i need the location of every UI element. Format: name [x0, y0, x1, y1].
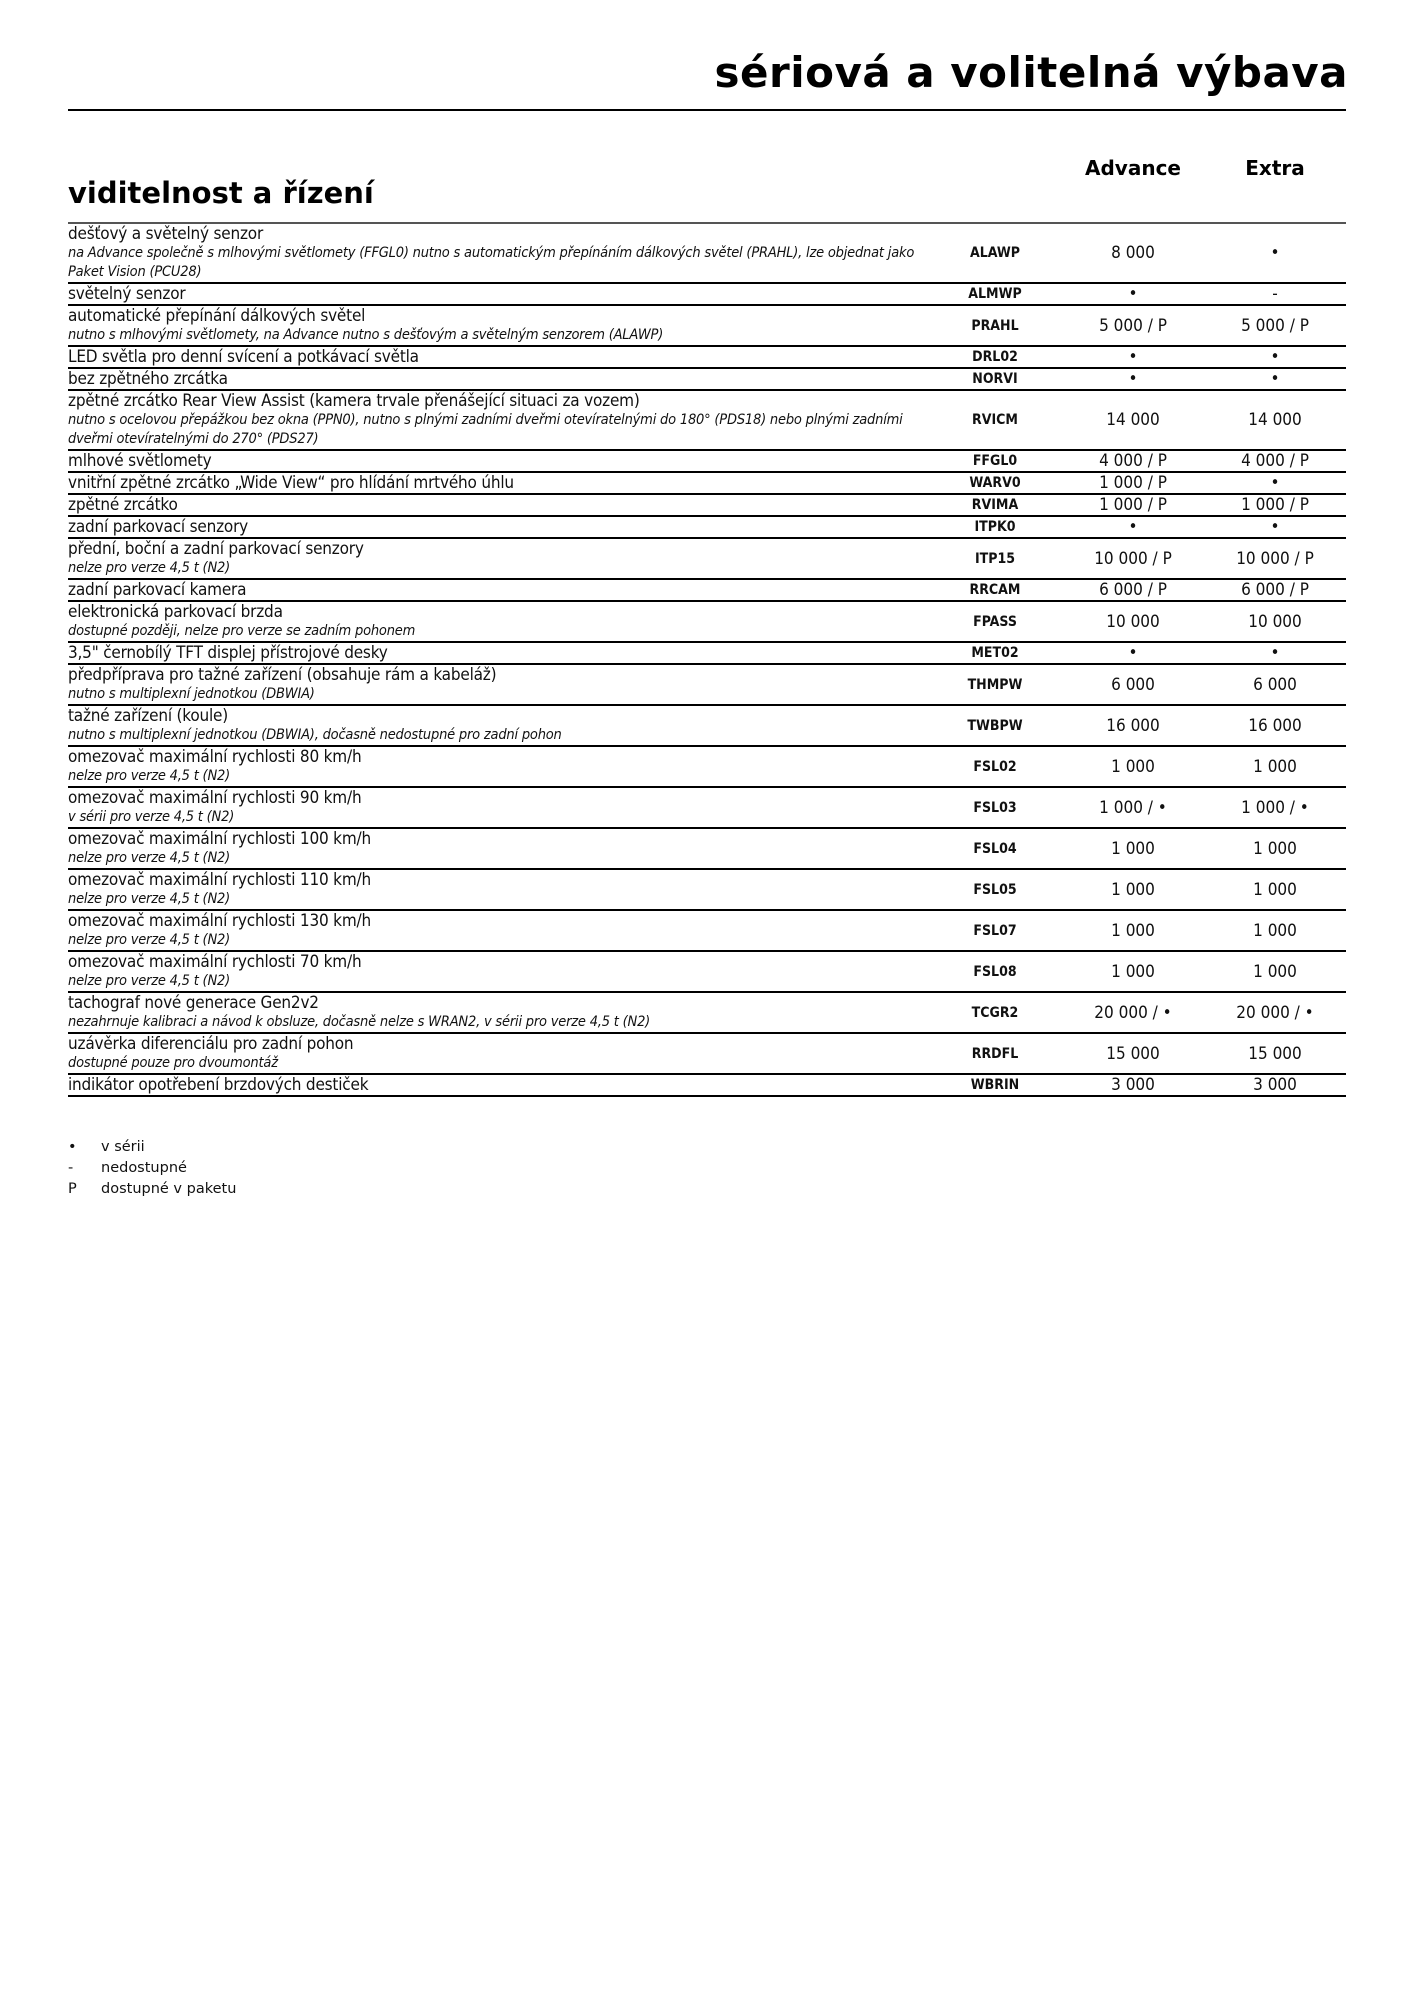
- advance-price: 1 000: [1062, 828, 1204, 869]
- option-code: FSL02: [928, 746, 1062, 787]
- equipment-name: předpříprava pro tažné zařízení (obsahuje rám a kabeláž): [68, 665, 497, 685]
- extra-price: •: [1204, 516, 1346, 538]
- option-code: ALMWP: [928, 283, 1062, 305]
- option-code: RRDFL: [928, 1033, 1062, 1074]
- equipment-name-cell: [68, 305, 928, 346]
- equipment-note: nelze pro verze 4,5 t (N2): [68, 768, 230, 784]
- advance-price: 1 000: [1062, 869, 1204, 910]
- advance-price: •: [1062, 368, 1204, 390]
- extra-price: 3 000: [1204, 1074, 1346, 1096]
- table-row: [68, 538, 1346, 579]
- equipment-name-cell: [68, 516, 928, 538]
- advance-price: 1 000 / P: [1062, 472, 1204, 494]
- option-code: FSL04: [928, 828, 1062, 869]
- legend-symbol: -: [68, 1160, 74, 1176]
- equipment-note: nelze pro verze 4,5 t (N2): [68, 973, 230, 989]
- table-row: [68, 305, 1346, 346]
- table-row: [68, 223, 1346, 283]
- equipment-name-cell: [68, 705, 928, 746]
- advance-price: 8 000: [1062, 223, 1204, 283]
- extra-price: •: [1204, 368, 1346, 390]
- table-row: [68, 579, 1346, 601]
- equipment-note: nutno s multiplexní jednotkou (DBWIA), dočasně nedostupné pro zadní pohon: [68, 727, 562, 743]
- equipment-name: omezovač maximální rychlosti 70 km/h: [68, 952, 362, 972]
- option-code: ALAWP: [928, 223, 1062, 283]
- option-code: RVIMA: [928, 494, 1062, 516]
- table-row: [68, 368, 1346, 390]
- equipment-name-cell: [68, 538, 928, 579]
- option-code: FSL05: [928, 869, 1062, 910]
- legend-text: dostupné v paketu: [101, 1181, 237, 1197]
- table-row: [68, 472, 1346, 494]
- table-row: [68, 450, 1346, 472]
- table-row: [68, 992, 1346, 1033]
- extra-price: 6 000: [1204, 664, 1346, 705]
- advance-price: •: [1062, 283, 1204, 305]
- option-code: FFGL0: [928, 450, 1062, 472]
- equipment-name-cell: [68, 642, 928, 664]
- extra-price: 16 000: [1204, 705, 1346, 746]
- advance-price: 1 000 / •: [1062, 787, 1204, 828]
- equipment-note: nutno s ocelovou přepážkou bez okna (PPN0), nutno s plnými zadními dveřmi otevíratelnými do 180° (PDS18) nebo plnými zadními dveřmi otevíratelnými do 270° (PDS27): [68, 412, 903, 447]
- advance-price: 10 000: [1062, 601, 1204, 642]
- equipment-note: nezahrnuje kalibraci a návod k obsluze, dočasně nelze s WRAN2, v sérii pro verze 4,5 t (N2): [68, 1014, 651, 1030]
- extra-price: 10 000: [1204, 601, 1346, 642]
- table-row: [68, 910, 1346, 951]
- legend-text: v sérii: [101, 1139, 145, 1155]
- legend-item: [68, 1179, 236, 1200]
- option-code: RVICM: [928, 390, 1062, 450]
- equipment-note: nelze pro verze 4,5 t (N2): [68, 560, 230, 576]
- equipment-name: omezovač maximální rychlosti 110 km/h: [68, 870, 371, 890]
- extra-price: 1 000: [1204, 828, 1346, 869]
- table-row: [68, 494, 1346, 516]
- column-header-extra: Extra: [1245, 156, 1305, 180]
- table-row: [68, 516, 1346, 538]
- equipment-name-cell: [68, 1074, 928, 1096]
- legend-item: [68, 1158, 236, 1179]
- equipment-name-cell: [68, 450, 928, 472]
- extra-price: •: [1204, 472, 1346, 494]
- advance-price: 6 000 / P: [1062, 579, 1204, 601]
- legend: [68, 1137, 236, 1200]
- extra-price: -: [1204, 283, 1346, 305]
- equipment-name-cell: [68, 746, 928, 787]
- title-divider: [68, 109, 1346, 111]
- equipment-name: světelný senzor: [68, 284, 186, 304]
- equipment-name: mlhové světlomety: [68, 451, 212, 471]
- equipment-name-cell: [68, 472, 928, 494]
- extra-price: 1 000: [1204, 869, 1346, 910]
- option-code: FSL03: [928, 787, 1062, 828]
- legend-symbol: P: [68, 1181, 77, 1197]
- advance-price: 16 000: [1062, 705, 1204, 746]
- advance-price: 15 000: [1062, 1033, 1204, 1074]
- equipment-name: LED světla pro denní svícení a potkávací světla: [68, 347, 419, 367]
- advance-price: •: [1062, 346, 1204, 368]
- equipment-note: nelze pro verze 4,5 t (N2): [68, 850, 230, 866]
- table-row: [68, 346, 1346, 368]
- equipment-note: v sérii pro verze 4,5 t (N2): [68, 809, 235, 825]
- equipment-name-cell: [68, 346, 928, 368]
- equipment-name: uzávěrka diferenciálu pro zadní pohon: [68, 1034, 354, 1054]
- equipment-name: tachograf nové generace Gen2v2: [68, 993, 319, 1013]
- advance-price: 5 000 / P: [1062, 305, 1204, 346]
- table-row: [68, 869, 1346, 910]
- equipment-note: nelze pro verze 4,5 t (N2): [68, 932, 230, 948]
- table-row: [68, 283, 1346, 305]
- option-code: WARV0: [928, 472, 1062, 494]
- option-code: MET02: [928, 642, 1062, 664]
- option-code: FPASS: [928, 601, 1062, 642]
- table-row: [68, 1033, 1346, 1074]
- option-code: TWBPW: [928, 705, 1062, 746]
- page-title: sériová a volitelná výbava: [714, 48, 1348, 97]
- option-code: FSL08: [928, 951, 1062, 992]
- advance-price: 1 000: [1062, 951, 1204, 992]
- extra-price: 14 000: [1204, 390, 1346, 450]
- advance-price: 4 000 / P: [1062, 450, 1204, 472]
- equipment-table: [68, 222, 1346, 1097]
- extra-price: 20 000 / •: [1204, 992, 1346, 1033]
- option-code: DRL02: [928, 346, 1062, 368]
- extra-price: 4 000 / P: [1204, 450, 1346, 472]
- extra-price: 5 000 / P: [1204, 305, 1346, 346]
- equipment-name-cell: [68, 951, 928, 992]
- equipment-name-cell: [68, 390, 928, 450]
- option-code: TCGR2: [928, 992, 1062, 1033]
- table-row: [68, 664, 1346, 705]
- equipment-name-cell: [68, 368, 928, 390]
- equipment-name-cell: [68, 494, 928, 516]
- option-code: ITPK0: [928, 516, 1062, 538]
- equipment-name: 3,5" černobílý TFT displej přístrojové desky: [68, 643, 388, 663]
- extra-price: •: [1204, 642, 1346, 664]
- equipment-name: omezovač maximální rychlosti 100 km/h: [68, 829, 371, 849]
- extra-price: 10 000 / P: [1204, 538, 1346, 579]
- extra-price: 1 000 / P: [1204, 494, 1346, 516]
- option-code: FSL07: [928, 910, 1062, 951]
- equipment-name-cell: [68, 283, 928, 305]
- equipment-name-cell: [68, 828, 928, 869]
- equipment-name-cell: [68, 1033, 928, 1074]
- option-code: NORVI: [928, 368, 1062, 390]
- option-code: PRAHL: [928, 305, 1062, 346]
- column-header-advance: Advance: [1085, 156, 1181, 180]
- table-row: [68, 787, 1346, 828]
- advance-price: 10 000 / P: [1062, 538, 1204, 579]
- equipment-name: elektronická parkovací brzda: [68, 602, 283, 622]
- advance-price: •: [1062, 516, 1204, 538]
- extra-price: 1 000: [1204, 910, 1346, 951]
- table-row: [68, 951, 1346, 992]
- table-row: [68, 828, 1346, 869]
- equipment-name: indikátor opotřebení brzdových destiček: [68, 1075, 369, 1095]
- advance-price: 14 000: [1062, 390, 1204, 450]
- extra-price: 1 000: [1204, 951, 1346, 992]
- advance-price: 6 000: [1062, 664, 1204, 705]
- equipment-name: omezovač maximální rychlosti 130 km/h: [68, 911, 371, 931]
- advance-price: 20 000 / •: [1062, 992, 1204, 1033]
- equipment-note: dostupné pouze pro dvoumontáž: [68, 1055, 278, 1071]
- table-row: [68, 746, 1346, 787]
- extra-price: 15 000: [1204, 1033, 1346, 1074]
- table-row: [68, 601, 1346, 642]
- equipment-name: zpětné zrcátko: [68, 495, 178, 515]
- equipment-name-cell: [68, 601, 928, 642]
- option-code: THMPW: [928, 664, 1062, 705]
- extra-price: •: [1204, 223, 1346, 283]
- legend-symbol: •: [68, 1139, 77, 1155]
- equipment-note: nelze pro verze 4,5 t (N2): [68, 891, 230, 907]
- equipment-name-cell: [68, 910, 928, 951]
- equipment-note: nutno s mlhovými světlomety, na Advance nutno s dešťovým a světelným senzorem (ALAWP): [68, 327, 664, 343]
- advance-price: 1 000: [1062, 746, 1204, 787]
- equipment-name: přední, boční a zadní parkovací senzory: [68, 539, 364, 559]
- equipment-name: bez zpětného zrcátka: [68, 369, 228, 389]
- equipment-name: omezovač maximální rychlosti 80 km/h: [68, 747, 362, 767]
- extra-price: 1 000: [1204, 746, 1346, 787]
- extra-price: 1 000 / •: [1204, 787, 1346, 828]
- table-row: [68, 642, 1346, 664]
- equipment-name: vnitřní zpětné zrcátko „Wide View“ pro hlídání mrtvého úhlu: [68, 473, 514, 493]
- table-row: [68, 1074, 1346, 1096]
- extra-price: •: [1204, 346, 1346, 368]
- option-code: WBRIN: [928, 1074, 1062, 1096]
- option-code: ITP15: [928, 538, 1062, 579]
- equipment-note: dostupné později, nelze pro verze se zadním pohonem: [68, 623, 416, 639]
- advance-price: •: [1062, 642, 1204, 664]
- equipment-name-cell: [68, 664, 928, 705]
- legend-item: [68, 1137, 236, 1158]
- equipment-note: na Advance společně s mlhovými světlomety (FFGL0) nutno s automatickým přepínáním dálkových světel (PRAHL), lze objednat jako Paket Vision (PCU28): [68, 245, 915, 280]
- equipment-name: zadní parkovací kamera: [68, 580, 247, 600]
- table-row: [68, 705, 1346, 746]
- equipment-name: automatické přepínání dálkových světel: [68, 306, 366, 326]
- equipment-name-cell: [68, 992, 928, 1033]
- equipment-name-cell: [68, 787, 928, 828]
- equipment-note: nutno s multiplexní jednotkou (DBWIA): [68, 686, 315, 702]
- equipment-name-cell: [68, 223, 928, 283]
- section-title: viditelnost a řízení: [68, 176, 374, 210]
- extra-price: 6 000 / P: [1204, 579, 1346, 601]
- equipment-name: omezovač maximální rychlosti 90 km/h: [68, 788, 362, 808]
- table-row: [68, 390, 1346, 450]
- equipment-name: dešťový a světelný senzor: [68, 224, 264, 244]
- equipment-name: zadní parkovací senzory: [68, 517, 249, 537]
- equipment-name-cell: [68, 579, 928, 601]
- equipment-name: zpětné zrcátko Rear View Assist (kamera trvale přenášející situaci za vozem): [68, 391, 640, 411]
- legend-text: nedostupné: [101, 1160, 187, 1176]
- equipment-name: tažné zařízení (koule): [68, 706, 229, 726]
- equipment-name-cell: [68, 869, 928, 910]
- advance-price: 1 000 / P: [1062, 494, 1204, 516]
- option-code: RRCAM: [928, 579, 1062, 601]
- advance-price: 3 000: [1062, 1074, 1204, 1096]
- advance-price: 1 000: [1062, 910, 1204, 951]
